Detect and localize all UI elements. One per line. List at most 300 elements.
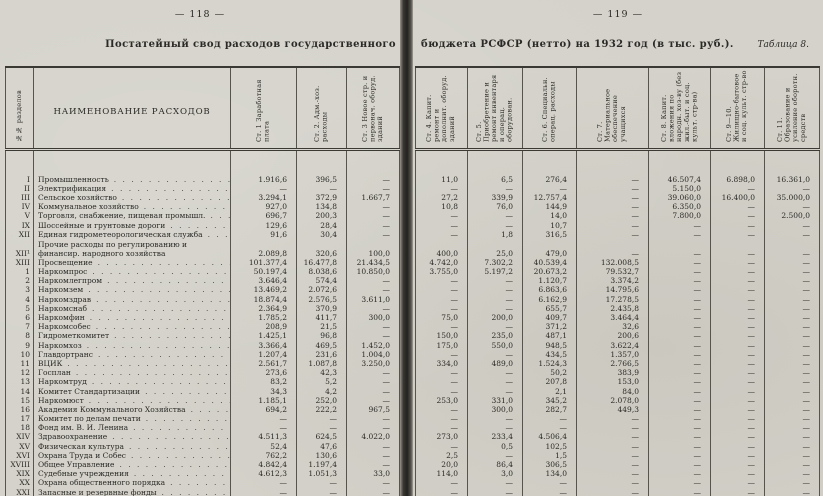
cell-st8: 39.060,0 bbox=[649, 193, 711, 202]
cell-st7: — bbox=[577, 415, 649, 424]
cell-st5: 300,0 bbox=[468, 405, 523, 414]
cell-st6: 948,5 bbox=[523, 341, 577, 350]
cell-st5: 86,4 bbox=[468, 460, 523, 469]
expense-name: Прочие расходы по регулированию и финансир. народного хозяйства bbox=[34, 239, 231, 258]
cell-st1: 2.364,9 bbox=[231, 304, 297, 313]
table-row bbox=[416, 332, 820, 341]
cell-st6: 345,2 bbox=[523, 396, 577, 405]
cell-st8: — bbox=[649, 286, 711, 295]
expense-name: Наркомзем . . bbox=[34, 286, 231, 295]
cell-st4: — bbox=[450, 368, 458, 378]
cell-st2: 30,4 bbox=[297, 230, 347, 239]
cell-st9-10: — bbox=[711, 451, 765, 460]
dot-leader bbox=[92, 305, 230, 314]
cell-st7: 200,6 bbox=[577, 332, 649, 341]
cell-st4: — bbox=[450, 295, 458, 304]
cell-st9-10: — bbox=[711, 350, 765, 359]
cell-st11: — bbox=[765, 460, 820, 469]
cell-st11: 35.000,0 bbox=[765, 193, 820, 202]
cell-st5: 5.197,2 bbox=[468, 268, 523, 277]
cell-st4: 4.742,0 bbox=[429, 258, 458, 267]
cell-st2: 1.197,4 bbox=[297, 460, 347, 469]
cell-st8: — bbox=[649, 258, 711, 267]
cell-st9-10: — bbox=[711, 332, 765, 341]
cell-st6: 14,0 bbox=[523, 212, 577, 221]
dot-leader bbox=[162, 489, 230, 496]
cell-st9-10: — bbox=[711, 286, 765, 295]
col-header-st3: Ст. 3 Новое стр. и первонач. оборуд. зданий bbox=[347, 67, 400, 150]
cell-st5: — bbox=[468, 387, 523, 396]
table-row bbox=[6, 359, 400, 368]
row-section-number: XVIII bbox=[10, 460, 30, 470]
col-header-st7: Ст. 7. Материальное обеспечение учащихся bbox=[577, 67, 649, 150]
expense-name: Коммунальное хозяйство . . bbox=[34, 203, 231, 212]
table-row bbox=[416, 442, 820, 451]
cell-st3: — bbox=[347, 387, 400, 396]
budget-table-left bbox=[5, 66, 400, 496]
cell-st5: 339,9 bbox=[468, 193, 523, 202]
cell-st8: — bbox=[649, 268, 711, 277]
cell-st9-10: 16.400,0 bbox=[711, 193, 765, 202]
expense-name: Промышленность . . bbox=[34, 175, 231, 184]
cell-st4: 150,0 bbox=[436, 331, 458, 341]
table-title-left: Постатейный свод расходов государственного bbox=[105, 39, 396, 50]
table-row bbox=[6, 295, 400, 304]
cell-st8: — bbox=[649, 424, 711, 433]
cell-st6: 50,2 bbox=[523, 369, 577, 378]
cell-st4: — bbox=[450, 377, 458, 387]
table-row bbox=[6, 184, 400, 193]
cell-st8: — bbox=[649, 387, 711, 396]
table-row bbox=[6, 451, 400, 460]
table-row bbox=[6, 239, 400, 258]
cell-st1: 694,2 bbox=[231, 405, 297, 414]
expense-name: Наркомлегпром . . bbox=[34, 277, 231, 286]
row-section-number: XIX bbox=[16, 469, 30, 479]
cell-st7: 132.008,5 bbox=[577, 258, 649, 267]
cell-st8: — bbox=[649, 479, 711, 488]
cell-st8: 7.800,0 bbox=[649, 212, 711, 221]
cell-st4: — bbox=[450, 386, 458, 396]
cell-st8: 5.150,0 bbox=[649, 184, 711, 193]
cell-st3: — bbox=[347, 175, 400, 184]
cell-st3: 4.022,0 bbox=[347, 433, 400, 442]
cell-st2: 469,5 bbox=[297, 341, 347, 350]
header-row-right bbox=[416, 67, 820, 150]
table-row bbox=[6, 396, 400, 405]
row-section-number: 18 bbox=[20, 423, 30, 433]
cell-st7: 3.464,4 bbox=[577, 313, 649, 322]
cell-st4: 11,0 bbox=[441, 175, 458, 184]
cell-st5: 25,0 bbox=[468, 239, 523, 258]
cell-st7: — bbox=[577, 460, 649, 469]
cell-st1: 18.874,4 bbox=[231, 295, 297, 304]
cell-st8: — bbox=[649, 442, 711, 451]
cell-st1: 2.561,7 bbox=[231, 359, 297, 368]
cell-st8: — bbox=[649, 221, 711, 230]
row-section-number: 15 bbox=[20, 396, 30, 405]
cell-st9-10: — bbox=[711, 488, 765, 496]
cell-st5: 200,0 bbox=[468, 313, 523, 322]
cell-st3: 967,5 bbox=[347, 405, 400, 414]
cell-st2: 231,6 bbox=[297, 350, 347, 359]
cell-st7: — bbox=[577, 193, 649, 202]
cell-st2: — bbox=[297, 424, 347, 433]
cell-st4: 75,0 bbox=[441, 313, 458, 323]
col-header-st2: Ст. 2. Адм.-хоз. расходы bbox=[297, 67, 347, 150]
right-page bbox=[413, 0, 823, 496]
cell-st3: — bbox=[347, 203, 400, 212]
expense-name: Наркомхоз . . bbox=[34, 341, 231, 350]
cell-st9-10: — bbox=[711, 239, 765, 258]
table-row bbox=[416, 203, 820, 212]
cell-st2: 16.477,8 bbox=[297, 258, 347, 267]
left-page bbox=[0, 0, 400, 496]
cell-st8: — bbox=[649, 396, 711, 405]
cell-st3: — bbox=[347, 424, 400, 433]
expense-name: Наркомтруд . . bbox=[34, 378, 231, 387]
cell-st1: 273,6 bbox=[231, 369, 297, 378]
book-binding-gutter bbox=[400, 0, 413, 496]
dot-leader bbox=[114, 176, 230, 185]
expense-name: Запасные и резервные фонды . . bbox=[34, 488, 231, 496]
cell-st6: 134,0 bbox=[523, 470, 577, 479]
row-section-number: IX bbox=[21, 220, 30, 230]
cell-st5: — bbox=[468, 221, 523, 230]
cell-st6: — bbox=[523, 424, 577, 433]
cell-st7: — bbox=[577, 442, 649, 451]
cell-st5: — bbox=[468, 323, 523, 332]
cell-st5: 6,5 bbox=[468, 175, 523, 184]
dot-leader bbox=[114, 332, 230, 341]
cell-st7: 17.278,5 bbox=[577, 295, 649, 304]
expense-name: Наркомздрав . . bbox=[34, 295, 231, 304]
table-row bbox=[6, 221, 400, 230]
dot-leader bbox=[122, 194, 230, 203]
row-section-number: 5 bbox=[25, 304, 30, 313]
cell-st5: 7.302,2 bbox=[468, 258, 523, 267]
cell-st4: 253,0 bbox=[436, 396, 458, 405]
cell-st3: — bbox=[347, 442, 400, 451]
cell-st8: — bbox=[649, 488, 711, 496]
cell-st1: 101.377,4 bbox=[231, 258, 297, 267]
cell-st9-10: — bbox=[711, 212, 765, 221]
cell-st4: 2,5 bbox=[446, 451, 458, 460]
cell-st11: — bbox=[765, 442, 820, 451]
cell-st4: — bbox=[450, 322, 458, 332]
dot-leader bbox=[191, 406, 230, 415]
cell-st6: 2,1 bbox=[523, 387, 577, 396]
row-section-number: III bbox=[21, 193, 30, 202]
cell-st4: — bbox=[450, 423, 458, 433]
table-row bbox=[416, 396, 820, 405]
cell-st2: 1.051,3 bbox=[297, 470, 347, 479]
cell-st11: — bbox=[765, 378, 820, 387]
expense-name: Комитет по делам печати . . bbox=[34, 415, 231, 424]
cell-st2: 5,2 bbox=[297, 378, 347, 387]
cell-st1: 696,7 bbox=[231, 212, 297, 221]
cell-st11: — bbox=[765, 203, 820, 212]
cell-st3: — bbox=[347, 378, 400, 387]
cell-st5: — bbox=[468, 424, 523, 433]
table-row bbox=[416, 451, 820, 460]
table-row bbox=[416, 479, 820, 488]
dot-leader bbox=[208, 231, 230, 240]
cell-st4: 20,0 bbox=[441, 460, 458, 470]
col-header-st1: Ст. 1 Заработная плата bbox=[231, 67, 297, 150]
cell-st4: 400,0 bbox=[436, 248, 458, 258]
row-section-number: 12 bbox=[20, 368, 30, 378]
table-row bbox=[6, 415, 400, 424]
header-row-left bbox=[6, 67, 400, 150]
cell-st8: — bbox=[649, 341, 711, 350]
cell-st11: — bbox=[765, 341, 820, 350]
cell-st5: — bbox=[468, 451, 523, 460]
dot-leader bbox=[96, 323, 230, 332]
cell-st8: — bbox=[649, 451, 711, 460]
expense-name: Наркомсобес . . bbox=[34, 323, 231, 332]
cell-st1: 91,6 bbox=[231, 230, 297, 239]
table-row bbox=[6, 460, 400, 469]
cell-st9-10: — bbox=[711, 184, 765, 193]
table-row bbox=[6, 369, 400, 378]
cell-st1: — bbox=[231, 424, 297, 433]
cell-st9-10: — bbox=[711, 369, 765, 378]
col-header-st9-10: Ст. 9—10. Жилищно-бытовое и соц. культ. стр-во bbox=[711, 67, 765, 150]
table-row bbox=[416, 221, 820, 230]
cell-st11: 2.500,0 bbox=[765, 212, 820, 221]
dot-leader bbox=[170, 479, 230, 488]
table-row bbox=[6, 433, 400, 442]
cell-st7: 2.078,0 bbox=[577, 396, 649, 405]
cell-st7: 3.622,4 bbox=[577, 341, 649, 350]
table-row bbox=[416, 341, 820, 350]
table-row bbox=[416, 304, 820, 313]
cell-st1: 129,6 bbox=[231, 221, 297, 230]
dot-leader bbox=[170, 222, 230, 231]
row-section-number: XXI bbox=[16, 488, 30, 496]
spacer-row bbox=[6, 150, 400, 176]
table-row bbox=[416, 258, 820, 267]
table-row bbox=[416, 193, 820, 202]
cell-st9-10: — bbox=[711, 396, 765, 405]
cell-st3: — bbox=[347, 396, 400, 405]
table-row bbox=[6, 286, 400, 295]
row-section-number: 3 bbox=[25, 285, 30, 295]
table-row bbox=[6, 470, 400, 479]
cell-st4: 273,0 bbox=[436, 432, 458, 442]
expense-name: Гидрометкомитет . . bbox=[34, 332, 231, 341]
cell-st2: 200,3 bbox=[297, 212, 347, 221]
cell-st11: — bbox=[765, 424, 820, 433]
cell-st1: — bbox=[231, 415, 297, 424]
dot-leader bbox=[119, 461, 230, 470]
cell-st2: 411,7 bbox=[297, 313, 347, 322]
cell-st4: 10,8 bbox=[441, 202, 458, 212]
table-row bbox=[6, 405, 400, 414]
table-row bbox=[6, 387, 400, 396]
cell-st3: 300,0 bbox=[347, 313, 400, 322]
cell-st5: 76,0 bbox=[468, 203, 523, 212]
cell-st8: — bbox=[649, 359, 711, 368]
cell-st7: — bbox=[577, 239, 649, 258]
cell-st4: — bbox=[450, 478, 458, 488]
dot-leader bbox=[98, 351, 230, 360]
cell-st3: — bbox=[347, 415, 400, 424]
cell-st4: — bbox=[450, 184, 458, 193]
cell-st9-10: — bbox=[711, 479, 765, 488]
cell-st2: 96,8 bbox=[297, 332, 347, 341]
cell-st1: 83,2 bbox=[231, 378, 297, 387]
table-row bbox=[416, 488, 820, 496]
cell-st7: 14.795,6 bbox=[577, 286, 649, 295]
cell-st11: — bbox=[765, 268, 820, 277]
cell-st7: — bbox=[577, 451, 649, 460]
cell-st3: — bbox=[347, 286, 400, 295]
cell-st3: — bbox=[347, 230, 400, 239]
cell-st6: 316,5 bbox=[523, 230, 577, 239]
col-header-expense-name: НАИМЕНОВАНИЕ РАСХОДОВ bbox=[34, 67, 231, 150]
cell-st5: — bbox=[468, 295, 523, 304]
cell-st6: 282,7 bbox=[523, 405, 577, 414]
cell-st8: — bbox=[649, 304, 711, 313]
cell-st5: — bbox=[468, 212, 523, 221]
cell-st11: — bbox=[765, 350, 820, 359]
cell-st5: 489,0 bbox=[468, 359, 523, 368]
cell-st2: 47,6 bbox=[297, 442, 347, 451]
row-section-number: XX bbox=[19, 478, 30, 488]
cell-st1: 4.612,3 bbox=[231, 470, 297, 479]
cell-st11: — bbox=[765, 396, 820, 405]
table-row bbox=[416, 433, 820, 442]
dot-leader bbox=[76, 369, 230, 378]
cell-st3: — bbox=[347, 451, 400, 460]
cell-st7: — bbox=[577, 433, 649, 442]
page-number-left: — 118 — bbox=[174, 9, 226, 20]
cell-st2: 222,2 bbox=[297, 405, 347, 414]
cell-st2: 2.576,5 bbox=[297, 295, 347, 304]
cell-st3: — bbox=[347, 184, 400, 193]
table-title-right: бюджета РСФСР (нетто) на 1932 год (в тыс. руб.). bbox=[421, 39, 734, 50]
cell-st2: 28,4 bbox=[297, 221, 347, 230]
cell-st9-10: — bbox=[711, 230, 765, 239]
cell-st5: 0,5 bbox=[468, 442, 523, 451]
cell-st1: 4.511,3 bbox=[231, 433, 297, 442]
cell-st5: — bbox=[468, 277, 523, 286]
cell-st7: — bbox=[577, 221, 649, 230]
cell-st11: — bbox=[765, 415, 820, 424]
cell-st4: — bbox=[450, 220, 458, 230]
cell-st6: 12.757,4 bbox=[523, 193, 577, 202]
cell-st6: 655,7 bbox=[523, 304, 577, 313]
cell-st1: — bbox=[231, 184, 297, 193]
dot-leader bbox=[133, 424, 230, 433]
cell-st3: — bbox=[347, 323, 400, 332]
cell-st1: 1.425,1 bbox=[231, 332, 297, 341]
cell-st2: 4,2 bbox=[297, 387, 347, 396]
table-row bbox=[6, 442, 400, 451]
cell-st8: — bbox=[649, 460, 711, 469]
table-row bbox=[416, 387, 820, 396]
cell-st5: — bbox=[468, 369, 523, 378]
cell-st9-10: — bbox=[711, 387, 765, 396]
table-row bbox=[416, 313, 820, 322]
cell-st5: 233,4 bbox=[468, 433, 523, 442]
row-section-number: 7 bbox=[25, 322, 30, 332]
cell-st2: 372,9 bbox=[297, 193, 347, 202]
dot-leader bbox=[144, 203, 230, 212]
expense-name: Торговля, снабжение, пищевая промышл. . . bbox=[34, 212, 231, 221]
expense-name: Наркомфин . . bbox=[34, 313, 231, 322]
table-row bbox=[6, 378, 400, 387]
cell-st2: 21,5 bbox=[297, 323, 347, 332]
cell-st2: 396,5 bbox=[297, 175, 347, 184]
cell-st1: 1.207,4 bbox=[231, 350, 297, 359]
table-row bbox=[416, 359, 820, 368]
cell-st8: — bbox=[649, 295, 711, 304]
row-section-number: 6 bbox=[25, 313, 30, 323]
cell-st6: 1,5 bbox=[523, 451, 577, 460]
row-section-number: 2 bbox=[25, 276, 30, 286]
dot-leader bbox=[145, 388, 230, 397]
table-label: Таблица 8. bbox=[757, 40, 809, 50]
row-section-number: 8 bbox=[25, 331, 30, 341]
cell-st11: — bbox=[765, 221, 820, 230]
table-row bbox=[416, 369, 820, 378]
table-row bbox=[416, 378, 820, 387]
cell-st6: — bbox=[523, 184, 577, 193]
cell-st11: — bbox=[765, 313, 820, 322]
cell-st6: 144,9 bbox=[523, 203, 577, 212]
cell-st3: 1.452,0 bbox=[347, 341, 400, 350]
cell-st3: — bbox=[347, 212, 400, 221]
cell-st9-10: — bbox=[711, 268, 765, 277]
cell-st3: — bbox=[347, 488, 400, 496]
col-header-st4: Ст. 4. Капит. ремонт и дополнит. оборуд. зданий bbox=[416, 67, 468, 150]
cell-st11: — bbox=[765, 405, 820, 414]
cell-st3: 3.611,0 bbox=[347, 295, 400, 304]
cell-st1: 208,9 bbox=[231, 323, 297, 332]
cell-st4: — bbox=[450, 230, 458, 239]
cell-st11: — bbox=[765, 470, 820, 479]
table-row bbox=[416, 268, 820, 277]
cell-st5: — bbox=[468, 488, 523, 496]
cell-st5: 1,8 bbox=[468, 230, 523, 239]
row-section-number: XIII bbox=[15, 258, 30, 267]
table-row bbox=[6, 341, 400, 350]
cell-st8: — bbox=[649, 239, 711, 258]
dot-leader bbox=[87, 342, 230, 351]
cell-st2: 370,9 bbox=[297, 304, 347, 313]
cell-st8: — bbox=[649, 230, 711, 239]
page-number-right: — 119 — bbox=[592, 9, 644, 20]
dot-leader bbox=[92, 378, 230, 387]
cell-st1: 3.294,1 bbox=[231, 193, 297, 202]
cell-st4: — bbox=[450, 211, 458, 221]
expense-name: Охрана Труда и Собес . . bbox=[34, 451, 231, 460]
cell-st8: — bbox=[649, 277, 711, 286]
cell-st2: 134,8 bbox=[297, 203, 347, 212]
cell-st9-10: — bbox=[711, 424, 765, 433]
cell-st11: — bbox=[765, 239, 820, 258]
cell-st8: 6.350,0 bbox=[649, 203, 711, 212]
cell-st5: 235,0 bbox=[468, 332, 523, 341]
cell-st3: — bbox=[347, 221, 400, 230]
cell-st8: — bbox=[649, 323, 711, 332]
cell-st7: 2.435,8 bbox=[577, 304, 649, 313]
cell-st3: — bbox=[347, 304, 400, 313]
cell-st8: — bbox=[649, 350, 711, 359]
